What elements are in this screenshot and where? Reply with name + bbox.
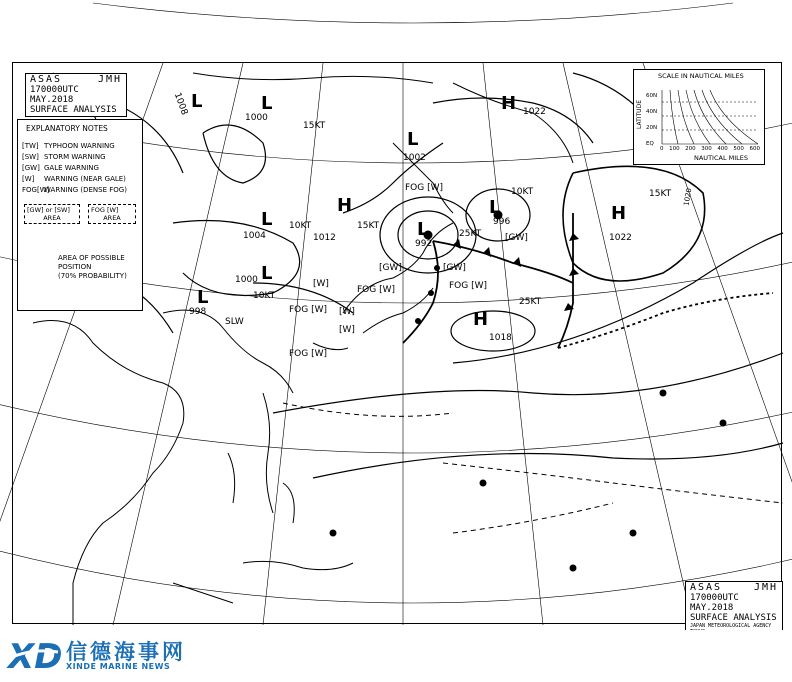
xinde-logo-icon	[6, 636, 62, 676]
x-tick: 200	[685, 146, 696, 152]
high-1012: H	[337, 195, 353, 216]
gale-area-label: [GW] or [SW]	[27, 206, 70, 214]
x-tick: 500	[733, 146, 744, 152]
gale-area-sample	[24, 204, 80, 224]
logo-english-text: XINDE MARINE NEWS	[66, 662, 171, 671]
x-tick: 400	[717, 146, 728, 152]
low-998: L	[197, 287, 209, 308]
prob-line-3: (70% PROBABILITY)	[58, 272, 127, 280]
front-markers	[415, 233, 579, 324]
scale-x-label: NAUTICAL MILES	[694, 154, 749, 162]
low-992-speed: 25KT	[459, 229, 482, 239]
low-1000-pressure: 1000	[235, 275, 258, 285]
lat-tick: 20N	[646, 125, 658, 131]
logo-chinese-text: 信德海事网	[66, 640, 186, 664]
high-1022-east-pressure: 1022	[609, 233, 632, 243]
high-1022-north-pressure: 1022	[523, 107, 546, 117]
low-1000-north-pressure: 1000	[245, 113, 268, 123]
x-tick: 300	[701, 146, 712, 152]
footer-branding	[0, 630, 792, 682]
lat-tick: 60N	[646, 93, 658, 99]
legend-text: GALE WARNING	[44, 164, 99, 172]
high-1018: H	[473, 309, 489, 330]
high-1022-north: H	[501, 93, 517, 114]
gale-warning: [GW]	[443, 263, 466, 273]
scale-x-ticks	[660, 146, 760, 152]
gale-warning: [GW]	[505, 233, 528, 243]
gale-area-sub: AREA	[43, 214, 61, 222]
prob-line-1: AREA OF POSSIBLE	[58, 254, 125, 262]
low-998-speed: SLW	[225, 317, 244, 327]
legend-text: STORM WARNING	[44, 153, 106, 161]
low-992-pressure: 992	[415, 239, 433, 249]
prob-line-2: POSITION	[58, 263, 92, 271]
fog-warning: FOG [W]	[289, 305, 328, 315]
agency-name: JAPAN METEOROLOGICAL AGENCY	[690, 623, 772, 629]
low-1000-north: L	[261, 93, 273, 114]
title-type: SURFACE ANALYSIS	[30, 105, 117, 115]
low-1000-speed: 10KT	[253, 291, 276, 301]
x-tick: 600	[749, 146, 760, 152]
low-998-pressure: 998	[189, 307, 207, 317]
legend-row	[22, 153, 106, 162]
title-datetime: 170000UTC MAY.2018	[690, 593, 739, 613]
legend-row	[22, 142, 115, 151]
lat-tick: EQ	[646, 141, 654, 147]
high-1018-speed: 25KT	[519, 297, 542, 307]
low-992: L	[417, 219, 429, 240]
high-1012-speed: 15KT	[357, 221, 380, 231]
low-996-speed: 10KT	[511, 187, 534, 197]
scale-lat-ticks	[646, 88, 657, 152]
high-1018-pressure: 1018	[489, 333, 512, 343]
high-1022-east: H	[611, 203, 627, 224]
legend-code: [GW]	[22, 164, 40, 172]
low-1002-pressure: 1002	[403, 153, 426, 163]
chart-title-box-bottom	[685, 581, 783, 637]
low-1000: L	[261, 263, 273, 284]
explanatory-notes	[17, 119, 143, 311]
low-996: L	[489, 197, 501, 218]
legend-code: FOG[W]	[22, 186, 50, 194]
low-1004: L	[261, 209, 273, 230]
lat-tick: 40N	[646, 109, 658, 115]
title-datetime: 170000UTC MAY.2018	[30, 85, 79, 105]
near-gale-warning: [W]	[339, 307, 355, 317]
fog-area-sub: AREA	[103, 214, 121, 222]
near-gale-warning: [W]	[339, 325, 355, 335]
title-type: SURFACE ANALYSIS	[690, 613, 777, 623]
title-agency: JMH	[97, 74, 122, 85]
title-code: ASAS	[690, 582, 723, 593]
gale-warning: [GW]	[379, 263, 402, 273]
chart-title-box	[25, 73, 127, 117]
fog-warning: FOG [W]	[449, 281, 488, 291]
scale-axis-label: LATITUDE	[636, 100, 643, 130]
low-1000-north-speed: 15KT	[303, 121, 326, 131]
legend-code: [W]	[22, 175, 35, 183]
legend-row	[22, 175, 126, 184]
low-1008: L	[191, 91, 203, 112]
high-1022-east-speed: 15KT	[649, 189, 672, 199]
low-1004-speed: 10KT	[289, 221, 312, 231]
title-agency: JMH	[753, 582, 778, 593]
legend-code: [SW]	[22, 153, 39, 161]
low-1002: L	[407, 129, 419, 150]
title-code: ASAS	[30, 74, 63, 85]
legend-row	[22, 186, 127, 195]
fog-warning: FOG [W]	[405, 183, 444, 193]
high-1012-pressure: 1012	[313, 233, 336, 243]
dashed-lines	[283, 403, 783, 533]
legend-text: TYPHOON WARNING	[44, 142, 115, 150]
legend-code: [TW]	[22, 142, 39, 150]
fog-warning: FOG [W]	[289, 349, 328, 359]
legend-title: EXPLANATORY NOTES	[26, 124, 108, 133]
fog-area-label: FOG [W]	[91, 206, 119, 214]
logo-mark-text: XD	[8, 637, 63, 677]
scale-curves	[662, 90, 758, 146]
low-1008-pressure: 1008	[171, 91, 190, 117]
nautical-mile-scale	[633, 69, 765, 165]
isobar-label: 1020	[682, 187, 694, 207]
near-gale-warning: [W]	[313, 279, 329, 289]
fog-warning: FOG [W]	[357, 285, 396, 295]
low-1004-pressure: 1004	[243, 231, 266, 241]
legend-row	[22, 164, 99, 173]
legend-text: WARNING (DENSE FOG)	[44, 186, 127, 194]
weather-chart	[12, 62, 782, 629]
x-tick: 0	[660, 146, 664, 152]
x-tick: 100	[669, 146, 680, 152]
scale-title: SCALE IN NAUTICAL MILES	[658, 72, 744, 80]
low-996-pressure: 996	[493, 217, 511, 227]
fog-area-sample	[88, 204, 136, 224]
legend-text: WARNING (NEAR GALE)	[44, 175, 126, 183]
